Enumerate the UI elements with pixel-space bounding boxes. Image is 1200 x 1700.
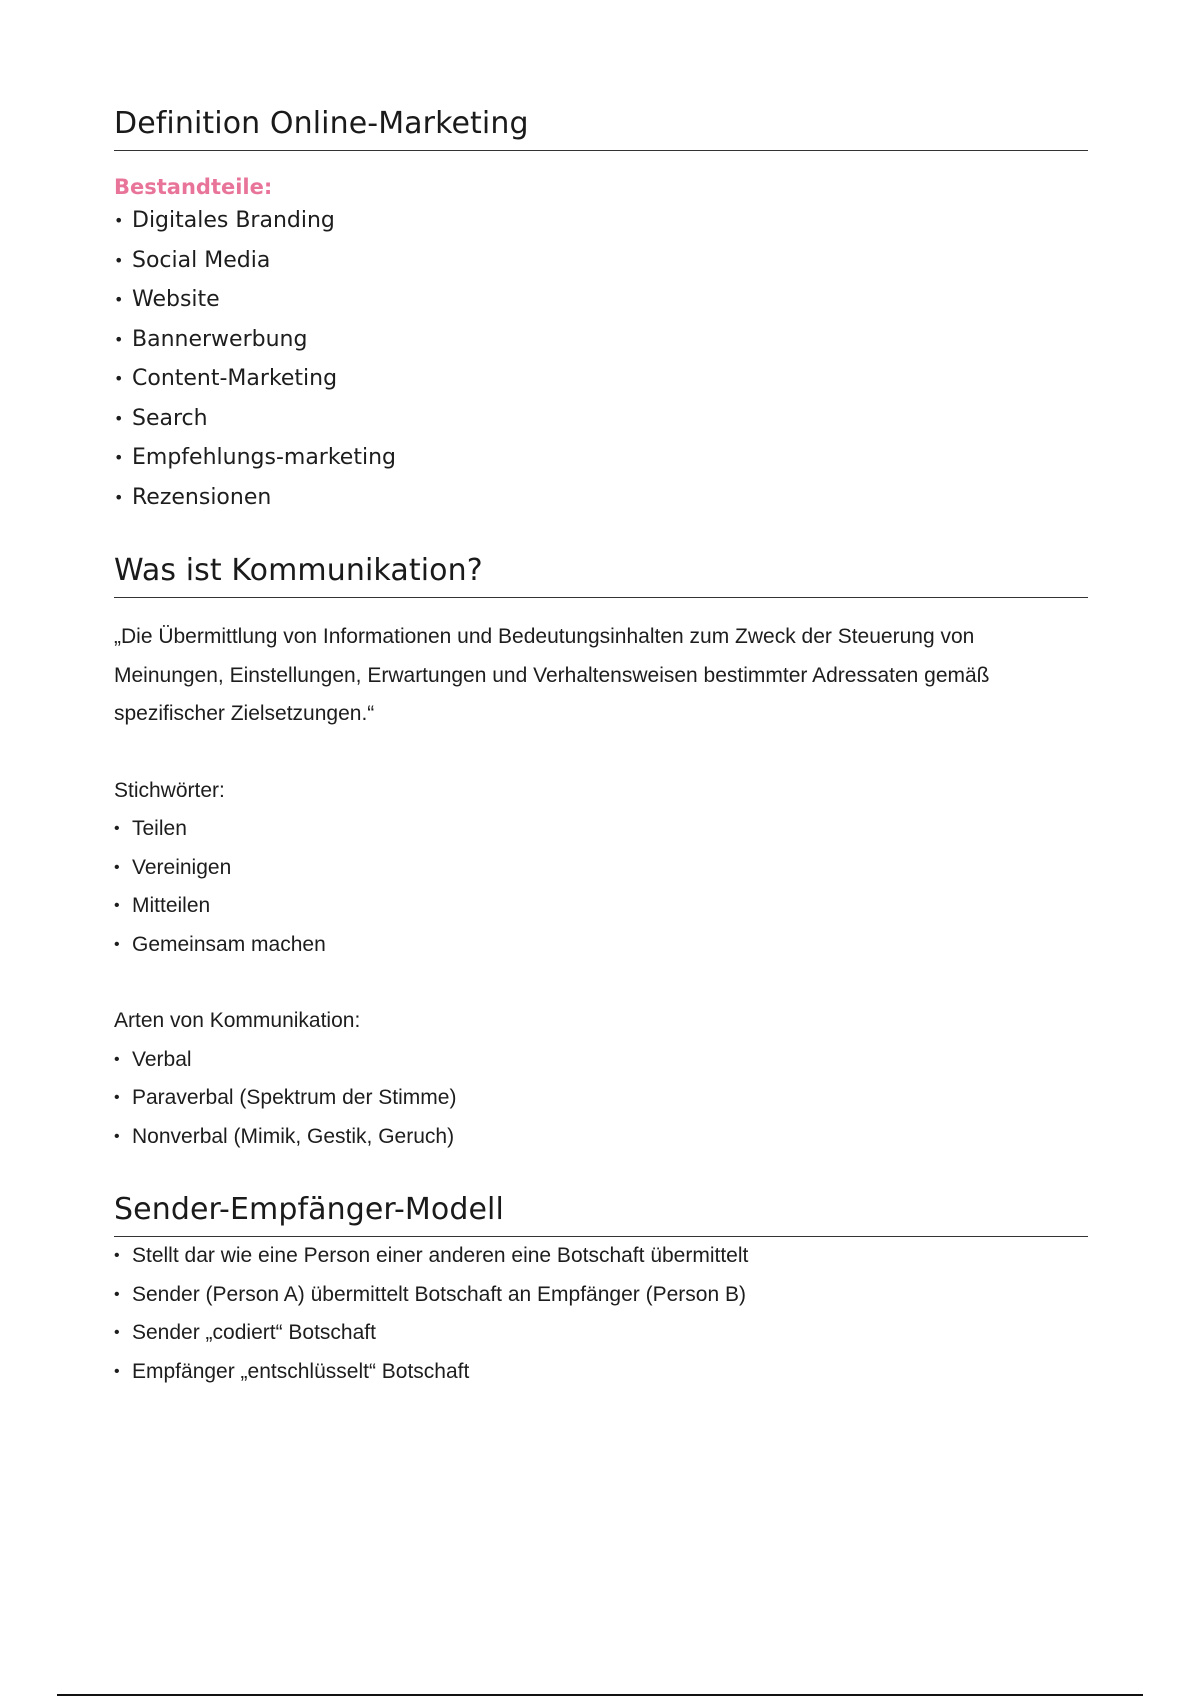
list-item: • Verbal: [114, 1041, 1088, 1080]
communication-types-label: Arten von Kommunikation:: [114, 1009, 361, 1032]
list-item: • Bannerwerbung: [114, 320, 1088, 360]
list-item: • Paraverbal (Spektrum der Stimme): [114, 1079, 1088, 1118]
list-item: • Search: [114, 399, 1088, 439]
list-item: • Empfehlungs-marketing: [114, 438, 1088, 478]
list-item: • Nonverbal (Mimik, Gestik, Geruch): [114, 1118, 1088, 1157]
list-item: • Social Media: [114, 241, 1088, 281]
list-item: • Website: [114, 280, 1088, 320]
list-item: • Vereinigen: [114, 849, 1088, 888]
section-communication: [114, 551, 1088, 1156]
list-item: • Digitales Branding: [114, 201, 1088, 241]
list-item: • Sender (Person A) übermittelt Botschaft an Empfänger (Person B): [114, 1276, 1088, 1315]
keywords-list: [114, 810, 1088, 964]
keywords-label: Stichwörter:: [114, 778, 225, 802]
section-heading-communication: Was ist Kommunikation?: [114, 551, 1088, 598]
list-item: • Sender „codiert“ Botschaft: [114, 1314, 1088, 1353]
list-item: • Empfänger „entschlüsselt“ Botschaft: [114, 1353, 1088, 1392]
communication-definition: „Die Übermittlung von Informationen und Bedeutungsinhalten zum Zweck der Steuerung von Meinungen, Einstellungen, Erwartungen und Verhaltensweisen bestimmter Adressaten gemäß spezifischer Zielsetzungen.“: [114, 625, 990, 725]
footer-divider: [57, 1694, 1143, 1696]
components-list: [114, 201, 1088, 517]
list-item: • Gemeinsam machen: [114, 926, 1088, 965]
communication-types-list: [114, 1041, 1088, 1157]
list-item: • Mitteilen: [114, 887, 1088, 926]
list-item: • Content-Marketing: [114, 359, 1088, 399]
list-item: • Stellt dar wie eine Person einer anderen eine Botschaft übermittelt: [114, 1237, 1088, 1276]
sender-receiver-list: [114, 1237, 1088, 1391]
section-online-marketing: [114, 104, 1088, 517]
section-sender-receiver: [114, 1190, 1088, 1391]
section-heading-online-marketing: Definition Online-Marketing: [114, 104, 1088, 151]
components-label: Bestandteile:: [114, 175, 273, 199]
list-item: • Rezensionen: [114, 478, 1088, 518]
document-content: [114, 104, 1088, 1391]
section-heading-sender-receiver: Sender-Empfänger-Modell: [114, 1190, 1088, 1237]
list-item: • Teilen: [114, 810, 1088, 849]
